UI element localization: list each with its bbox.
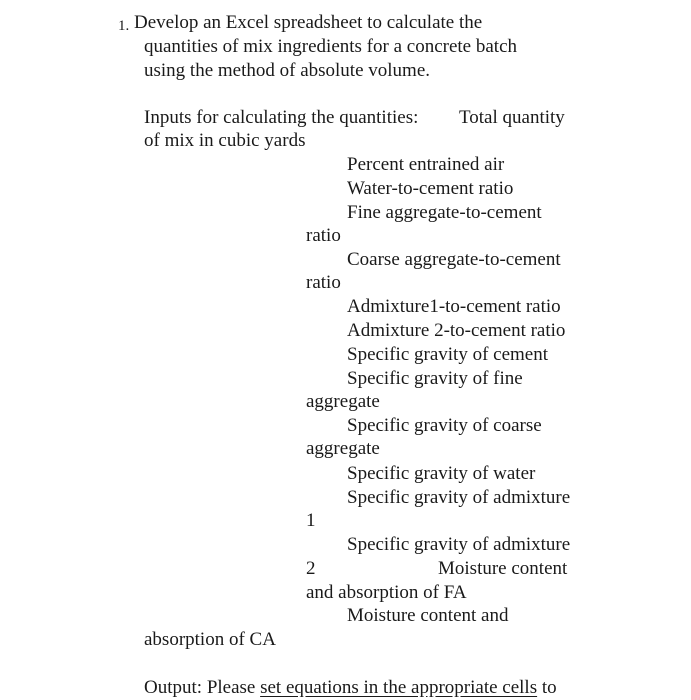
inputs-heading-total: Total quantity: [459, 107, 565, 128]
input-moisture-fa-cont: and absorption of FA: [306, 582, 467, 603]
input-fa-ratio: Fine aggregate-to-cement: [347, 202, 542, 223]
inputs-heading-cont: of mix in cubic yards: [144, 130, 306, 151]
input-sg-fine-cont: aggregate: [306, 391, 380, 412]
inputs-heading: Inputs for calculating the quantities:: [144, 107, 419, 128]
input-fa-ratio-cont: ratio: [306, 225, 341, 246]
input-sg-fine: Specific gravity of fine: [347, 368, 523, 389]
intro-line-2: quantities of mix ingredients for a concrete batch: [144, 36, 518, 57]
input-sg-adm2-cont: 2: [306, 558, 316, 579]
input-moisture-ca: Moisture content and: [347, 605, 509, 626]
input-ca-ratio: Coarse aggregate-to-cement: [347, 249, 561, 270]
problem-number: 1.: [118, 18, 130, 34]
input-sg-coarse: Specific gravity of coarse: [347, 415, 542, 436]
intro-line-1: Develop an Excel spreadsheet to calculate the: [134, 12, 483, 33]
input-wc-ratio: Water-to-cement ratio: [347, 178, 514, 199]
output-link-text: set equations in the appropriate cells: [260, 677, 538, 698]
output-text: Please: [206, 677, 256, 698]
input-moisture-fa: Moisture content: [438, 558, 568, 579]
input-moisture-ca-cont: absorption of CA: [144, 629, 276, 650]
input-adm1-ratio: Admixture1-to-cement ratio: [347, 296, 561, 317]
output-label: Output:: [144, 677, 203, 698]
input-adm2-ratio: Admixture 2-to-cement ratio: [347, 320, 566, 341]
input-ca-ratio-cont: ratio: [306, 272, 341, 293]
input-sg-coarse-cont: aggregate: [306, 438, 380, 459]
input-sg-cement: Specific gravity of cement: [347, 344, 549, 365]
input-sg-adm1: Specific gravity of admixture: [347, 487, 571, 508]
intro-line-3: using the method of absolute volume.: [144, 60, 431, 81]
output-line: [144, 676, 557, 700]
output-text-end: to: [541, 677, 557, 698]
input-sg-water: Specific gravity of water: [347, 463, 536, 484]
input-percent-air: Percent entrained air: [347, 154, 505, 175]
input-sg-adm2: Specific gravity of admixture: [347, 534, 571, 555]
input-sg-adm1-cont: 1: [306, 510, 316, 531]
